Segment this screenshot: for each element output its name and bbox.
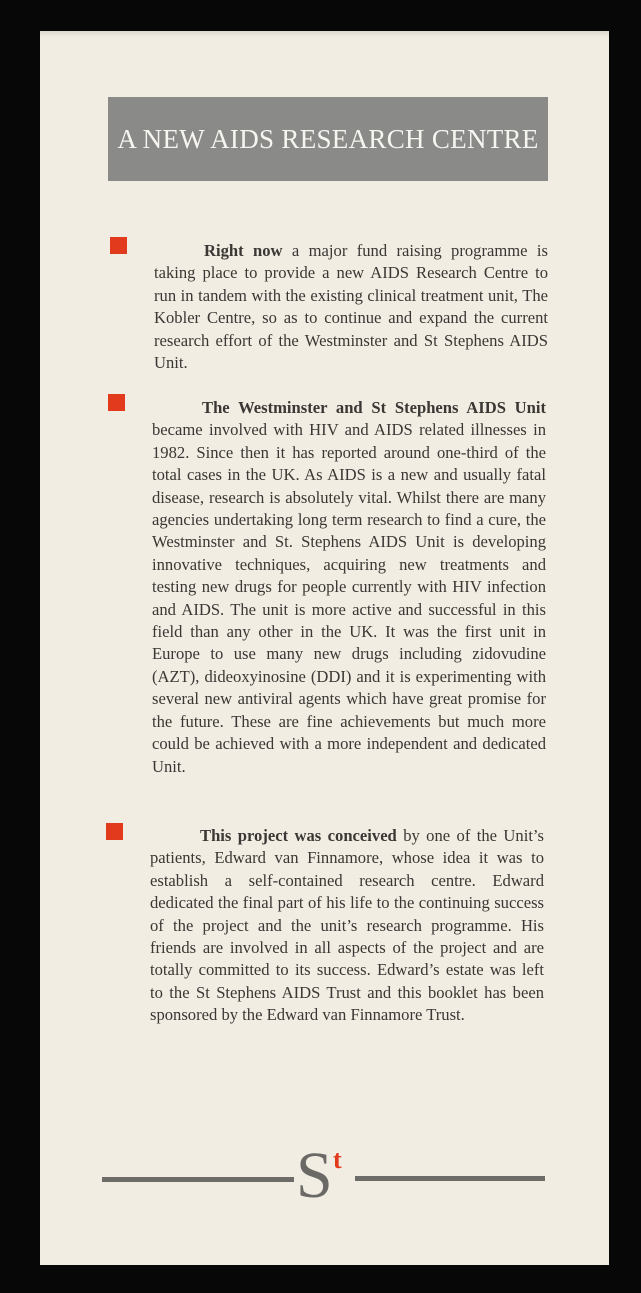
paragraph-project-conceived (150, 825, 544, 1027)
page-edge-shadow (40, 31, 609, 37)
paragraph-body: a major fund raising programme is taking place to provide a new AIDS Research Centre to run in tandem with the existing clinical treatment unit, The Kobler Centre, so as to continue and expand the current research effort of the Westminster and St Stephens AIDS Unit. (154, 241, 548, 373)
paragraph-body: became involved with HIV and AIDS related illnesses in 1982. Since then it has reported around one-third of the total cases in the UK. As AIDS is a new and usually fatal disease, research is absolutely vital. Whilst there are many agencies undertaking long term research to find a cure, the Westminster and St. Stephens AIDS Unit is developing innovative techniques, acquiring new treatments and testing new drugs for people currently with HIV infection and AIDS. The unit is more active and successful in this field than any other in the UK. It was the first unit in Europe to use many new drugs including zidovudine (AZT), dideoxyinosine (DDI) and it is experimenting with several new antiviral agents which have great promise for the future. These are fine achievements but much more could be achieved with a more independent and dedicated Unit. (152, 420, 546, 776)
paragraph-westminster-unit (152, 397, 546, 778)
paragraph-right-now (154, 240, 548, 374)
paragraph-body: by one of the Unit’s patients, Edward van Finnamore, whose idea it was to establish a self-contained research centre. Edward dedicated the final part of his life to the continuing success of the project and the unit’s research programme. His friends are involved in all aspects of the project and are totally committed to its success. Edward’s estate was left to the St Stephens AIDS Trust and this booklet has been sponsored by the Edward van Finnamore Trust. (150, 826, 544, 1025)
logo-letter-t: t (333, 1145, 342, 1174)
red-square-bullet (108, 394, 125, 411)
red-square-bullet (106, 823, 123, 840)
paragraph-lead: The Westminster and St Stephens AIDS Unit (202, 398, 546, 417)
footer-rule-left (102, 1177, 294, 1182)
paragraph-lead: This project was conceived (200, 826, 397, 845)
title-banner (108, 97, 548, 181)
paragraph-lead: Right now (204, 241, 283, 260)
logo-letter-s: S (296, 1139, 333, 1212)
red-square-bullet (110, 237, 127, 254)
page-title: A NEW AIDS RESEARCH CENTRE (117, 123, 539, 154)
footer-rule-right (355, 1176, 545, 1181)
